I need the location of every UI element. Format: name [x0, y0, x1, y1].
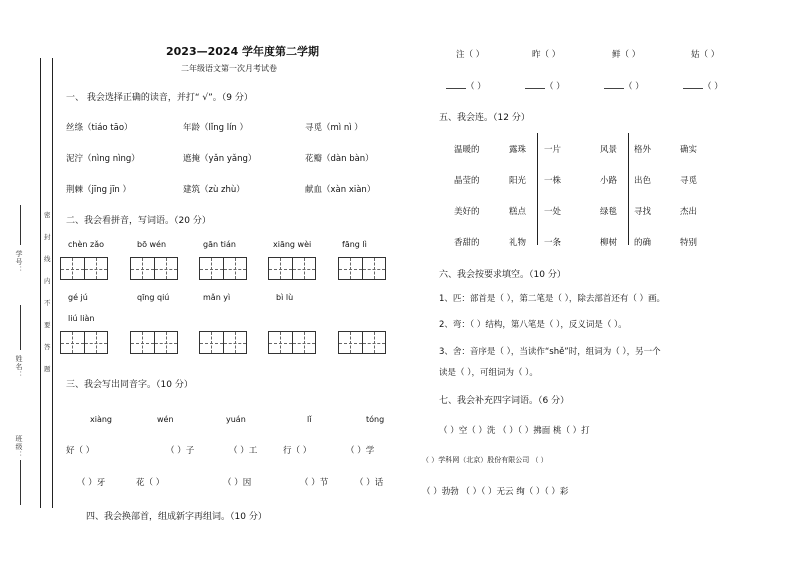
- s2-pinyin: mǎn yì: [203, 293, 231, 302]
- s3-blank[interactable]: （ ）学: [346, 446, 375, 456]
- s7-row[interactable]: （ ）空（ ）洗 （ ）（ ）拂面 桃（ ）打: [439, 426, 590, 436]
- s3-pinyin: tóng: [366, 415, 385, 424]
- s2-pinyin: liú liàn: [68, 314, 95, 323]
- margin-line-outer: [40, 58, 41, 508]
- s5-word: 的确: [634, 238, 652, 248]
- s3-blank[interactable]: （ ）因: [223, 478, 252, 488]
- writing-grid[interactable]: [130, 331, 178, 354]
- s5-word: 绿毯: [600, 207, 618, 217]
- writing-grid[interactable]: [199, 331, 247, 354]
- s2-pinyin: bì lù: [276, 293, 294, 302]
- section-6-title: 六、我会按要求填空。（10 分）: [439, 270, 566, 280]
- s5-word: 阳光: [509, 176, 527, 186]
- s5-word: 出色: [634, 176, 652, 186]
- student-id-line: [20, 205, 21, 245]
- s1-item: 建筑（zù zhù）: [183, 185, 245, 195]
- s1-item: 丝绦（tiáo tāo）: [66, 123, 133, 133]
- s5-divider: [537, 133, 538, 245]
- s4-blank-line[interactable]: [525, 88, 545, 89]
- writing-grid[interactable]: [199, 257, 247, 280]
- writing-grid[interactable]: [338, 257, 386, 280]
- s2-pinyin: gé jú: [68, 293, 88, 302]
- writing-grid[interactable]: [268, 331, 316, 354]
- s5-word: 香甜的: [454, 238, 480, 248]
- page-title: 2023—2024 学年度第二学期: [166, 45, 320, 58]
- s7-row[interactable]: （ ）学科网（北京）股份有限公司 （ ）: [422, 456, 548, 464]
- s5-word: 糕点: [509, 207, 527, 217]
- s5-word: 杰出: [680, 207, 698, 217]
- section-2-title: 二、我会看拼音，写词语。（20 分）: [66, 216, 211, 226]
- class-line: [20, 460, 21, 505]
- section-4-title: 四、我会换部首，组成新字再组词。（10 分）: [86, 512, 267, 522]
- s3-blank[interactable]: （ ）节: [300, 478, 329, 488]
- section-7-title: 七、我会补充四字词语。（6 分）: [439, 396, 570, 406]
- writing-grid[interactable]: [60, 331, 108, 354]
- s3-blank[interactable]: 行（ ）: [283, 446, 312, 456]
- s6-question[interactable]: 1、匹：部首是（ ），第二笔是（ ），除去部首还有（ ）画。: [439, 294, 666, 304]
- s3-pinyin: wén: [157, 415, 174, 424]
- s4-blank-line[interactable]: [446, 88, 466, 89]
- s5-word: 小路: [600, 176, 618, 186]
- s5-word: 美好的: [454, 207, 480, 217]
- s1-item: 献血（xàn xiàn）: [305, 185, 376, 195]
- s5-word: 礼物: [509, 238, 527, 248]
- s4-char[interactable]: 昨（ ）: [532, 50, 561, 60]
- s4-blank[interactable]: （ ）: [624, 82, 644, 92]
- writing-grid[interactable]: [338, 331, 386, 354]
- s7-row[interactable]: （ ）勃勃 （ ）（ ）无云 绚（ ）（ ）彩: [422, 487, 569, 497]
- writing-grid[interactable]: [268, 257, 316, 280]
- student-name-line: [20, 305, 21, 350]
- s3-pinyin: xiàng: [90, 415, 113, 424]
- s5-word: 格外: [634, 145, 652, 155]
- s5-word: 确实: [680, 145, 698, 155]
- s3-blank[interactable]: （ ）话: [355, 478, 384, 488]
- seal-text: 密 封 线 内 不 要 答 题: [44, 211, 51, 373]
- s5-word: 柳树: [600, 238, 618, 248]
- s1-item: 荆棘（jīng jīn ）: [66, 185, 132, 195]
- page-subtitle: 二年级语文第一次月考试卷: [181, 64, 277, 73]
- s5-word: 风景: [600, 145, 618, 155]
- s1-item: 泥泞（nìng nìng）: [66, 154, 140, 164]
- s5-word: 温暖的: [454, 145, 480, 155]
- s4-blank-line[interactable]: [683, 88, 703, 89]
- s4-char[interactable]: 注（ ）: [456, 50, 485, 60]
- s5-word: 一条: [544, 238, 562, 248]
- s5-word: 特别: [680, 238, 698, 248]
- s5-divider: [628, 133, 629, 245]
- s1-item: 年龄（lǐng lín ）: [183, 123, 249, 133]
- s5-word: 一株: [544, 176, 562, 186]
- s5-word: 晶莹的: [454, 176, 480, 186]
- s1-item: 遮掩（yǎn yǎng）: [183, 154, 257, 164]
- student-id-label: 学号：: [15, 250, 23, 274]
- section-1-title: 一、 我会选择正确的读音，并打“ √”。（9 分）: [66, 93, 253, 103]
- s6-question[interactable]: 3、舍：音序是（ ），当读作“shě”时，组词为（ ），另一个: [439, 347, 661, 357]
- s4-char[interactable]: 鲜（ ）: [612, 50, 641, 60]
- s4-blank[interactable]: （ ）: [466, 82, 486, 92]
- s3-blank[interactable]: 好（ ）: [66, 446, 95, 456]
- s2-pinyin: qīng qiú: [137, 293, 170, 302]
- section-5-title: 五、我会连。（12 分）: [439, 113, 530, 123]
- class-label: 班级：: [15, 435, 23, 459]
- s1-item: 花瓣（dàn bàn）: [305, 154, 374, 164]
- s2-pinyin: xiāng wèi: [273, 240, 312, 249]
- s4-blank-line[interactable]: [604, 88, 624, 89]
- student-name-label: 姓名：: [15, 355, 23, 379]
- s4-blank[interactable]: （ ）: [545, 82, 565, 92]
- writing-grid[interactable]: [130, 257, 178, 280]
- s3-blank[interactable]: （ ）工: [229, 446, 258, 456]
- margin-line-inner: [52, 58, 53, 508]
- s3-blank[interactable]: 花（ ）: [136, 478, 165, 488]
- s2-pinyin: fāng lì: [342, 240, 367, 249]
- s4-char[interactable]: 姑（ ）: [691, 50, 720, 60]
- s5-word: 一片: [544, 145, 562, 155]
- s6-question[interactable]: 2、弯：（ ）结构，第八笔是（ ），反义词是（ ）。: [439, 320, 627, 330]
- s5-word: 露珠: [509, 145, 527, 155]
- section-3-title: 三、我会写出同音字。（10 分）: [66, 380, 193, 390]
- s5-word: 寻觅: [680, 176, 698, 186]
- s6-question[interactable]: 读是（ ），可组词为（ ）。: [439, 368, 538, 378]
- s2-pinyin: bō wén: [137, 240, 167, 249]
- s2-pinyin: chèn zǎo: [68, 240, 104, 249]
- s3-blank[interactable]: （ ）牙: [77, 478, 106, 488]
- s3-pinyin: lǐ: [307, 415, 312, 424]
- s5-word: 寻找: [634, 207, 652, 217]
- s2-pinyin: gān tián: [203, 240, 236, 249]
- s5-word: 一处: [544, 207, 562, 217]
- writing-grid[interactable]: [60, 257, 108, 280]
- s3-pinyin: yuán: [226, 415, 246, 424]
- s1-item: 寻觅（mì nì ）: [305, 123, 363, 133]
- s4-blank[interactable]: （ ）: [703, 82, 723, 92]
- s3-blank[interactable]: （ ）子: [166, 446, 195, 456]
